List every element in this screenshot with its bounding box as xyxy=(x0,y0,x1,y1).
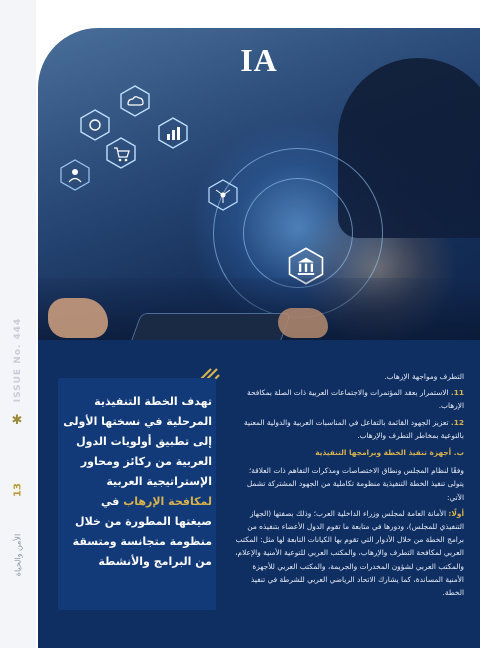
hand xyxy=(48,298,108,338)
list-number: 11. xyxy=(450,388,464,398)
cart-icon xyxy=(104,136,138,170)
article-body xyxy=(232,370,464,602)
list-text: تعزيز الجهود القائمة بالتفاعل في المناسبات العربية والدولية المعنية بالتوعية بمخاطر التطرف والإرهاب. xyxy=(244,417,464,440)
pull-quote-highlight: لمكافحة الإرهاب xyxy=(123,495,212,508)
list-item xyxy=(232,386,464,412)
magazine-name: الأمن والحياة xyxy=(13,533,23,577)
network-icon xyxy=(206,178,240,212)
paragraph: وفقًا لنظام المجلس ونطاق الاختصاصات ومذكرات التفاهم ذات العلاقة؛ يتولى تنفيذ الخطة التنفيذية منظومة تكاملية من الجهود المشتركة تشمل الآتي: xyxy=(246,466,464,502)
list-text: الاستمرار بعقد المؤتمرات والاجتماعات العربية ذات الصلة بمكافحة الإرهاب. xyxy=(247,388,464,411)
hero-photo xyxy=(38,28,480,368)
chart-icon xyxy=(156,116,190,150)
list-text: الأمانة العامة لمجلس وزراء الداخلية العرب؛ وذلك بصفتها (الجهاز التنفيذي للمجلس)، ودورها في متابعة ما تقوم الدول الأعضاء بتنفيذه من برامج الخطة من خلال الأدوار التي تقوم بها الكيانات التابعة لها مثل: المكتب العربي لمكافحة التطرف والإرهاب، والمكتب العربي للتوعية الأمنية والإعلام، والمكتب العربي لشؤون المخدرات والجريمة، والمكتب العربي للأجهزة الأمنية المساندة، كما يشارك الاتحاد الرياضي العربي للشرطة في تنفيذ الخطة. xyxy=(235,508,464,598)
list-item xyxy=(232,507,464,599)
ia-logo: IA xyxy=(240,42,278,78)
pull-quote-text: تهدف الخطة التنفيذية المرحلية في نسختها الأولى إلى تطبيق أولويات الدول العربية من ركائز ومحاور الإستراتيجية العربية xyxy=(63,395,212,488)
section-heading: ب. أجهزة تنفيذ الخطة وبرامجها التنفيذية xyxy=(315,448,464,458)
list-number: 12. xyxy=(450,417,464,427)
pull-quote-text: في صيغتها المطورة من خلال منظومة متجانسة ومتسقة من البرامج والأنشطة xyxy=(72,495,212,568)
pull-quote xyxy=(62,392,212,572)
page-number: 13 xyxy=(12,483,24,497)
people-icon xyxy=(58,158,92,192)
star-icon: ✱ xyxy=(11,413,23,428)
issue-number: ISSUE No. 444 xyxy=(13,317,23,403)
hand xyxy=(278,308,328,338)
list-label: أولًا: xyxy=(448,508,464,518)
cloud-icon xyxy=(118,84,152,118)
list-item xyxy=(232,416,464,442)
spine xyxy=(0,0,36,648)
paragraph: التطرف ومواجهة الإرهاب. xyxy=(384,372,464,381)
